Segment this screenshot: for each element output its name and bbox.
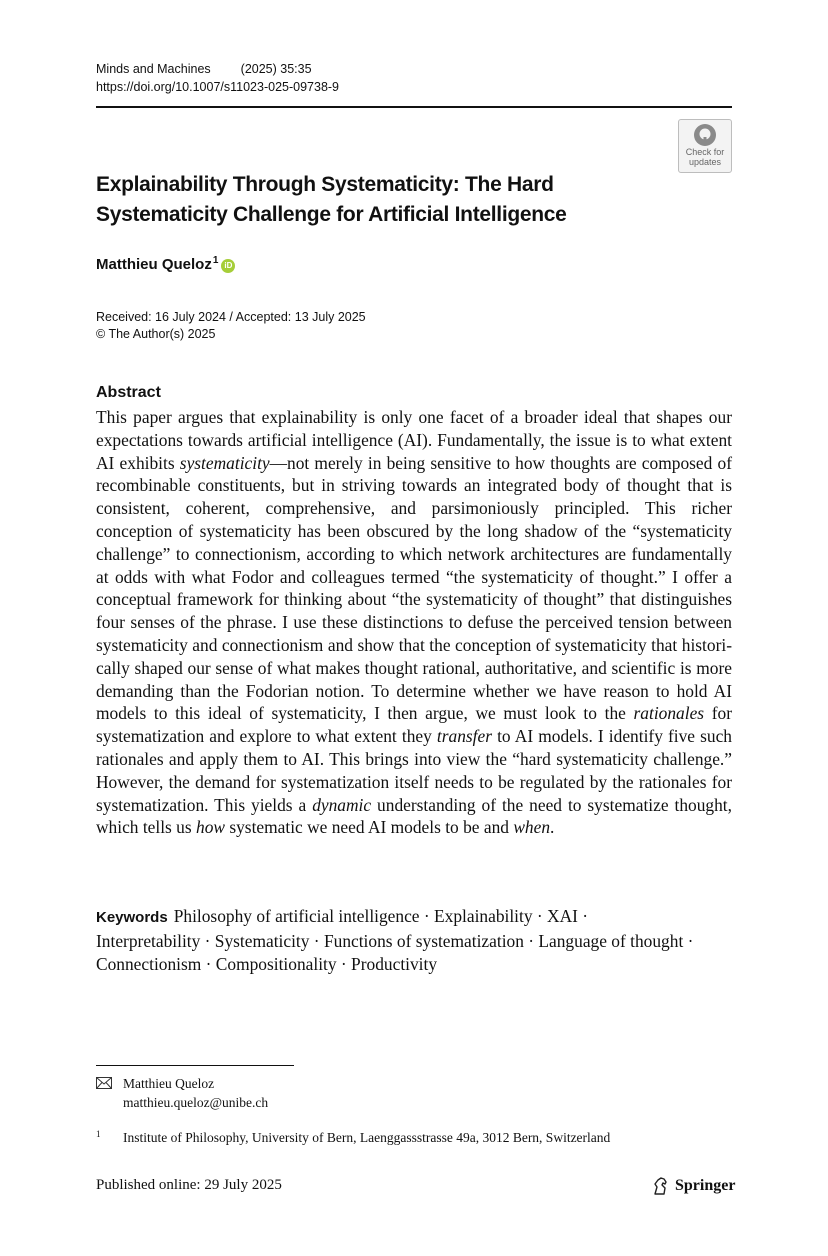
- envelope-icon: [96, 1077, 112, 1089]
- abstract-emphasis: transfer: [436, 726, 492, 747]
- corresponding-author-name: Matthieu Queloz: [123, 1076, 215, 1091]
- running-header: [96, 60, 732, 96]
- abstract-text: .: [550, 817, 555, 838]
- publication-dates: [96, 309, 366, 343]
- abstract-text: to AI models. I identify five such rationales and apply them to AI. This brings into view the “hard systematicity challenge.” However, the demand for systematization itself needs to be regulated by the rationales for systematization. This yields a: [96, 726, 733, 815]
- published-online-date: Published online: 29 July 2025: [96, 1177, 282, 1193]
- paper-title: [96, 170, 656, 230]
- publisher-logo: [652, 1177, 735, 1195]
- abstract-emphasis: systematicity: [179, 452, 270, 473]
- footnote-divider: [96, 1065, 294, 1066]
- corresponding-author-email[interactable]: matthieu.queloz@unibe.ch: [123, 1095, 269, 1110]
- affiliation-text: Institute of Philosophy, University of Bern, Laenggassstrasse 49a, 3012 Bern, Switzerland: [123, 1130, 611, 1145]
- abstract-body: [96, 406, 732, 839]
- abstract-text: systematic we need AI models to be and: [225, 817, 514, 838]
- title-line-2: Systematicity Challenge for Artificial Intelligence: [96, 203, 567, 226]
- abstract-text: This paper argues that explainability is only one facet of a broader ideal that shapes our expectations towards artificial intelligence (AI). Fundamentally, the issue is to what extent AI exhibits: [96, 407, 732, 473]
- title-line-1: Explainability Through Systematicity: The Hard: [96, 173, 554, 196]
- abstract-emphasis: when: [513, 817, 551, 838]
- journal-issue: (2025) 35:35: [240, 62, 312, 76]
- crossmark-label-line1: Check for: [685, 147, 725, 157]
- abstract-text: understanding of the need to systematize thought, which tells us: [96, 794, 732, 838]
- crossmark-label-line2: updates: [688, 157, 722, 167]
- header-divider: [96, 106, 732, 108]
- springer-horse-icon: [652, 1177, 670, 1195]
- corresponding-author: [96, 1074, 268, 1112]
- abstract-emphasis: how: [196, 817, 225, 838]
- affiliation-footnote: [96, 1128, 610, 1147]
- crossmark-icon: [693, 123, 717, 147]
- abstract-heading: Abstract: [96, 384, 161, 401]
- keywords-section: [96, 905, 696, 975]
- author-name: Matthieu Queloz: [96, 256, 212, 273]
- orcid-icon[interactable]: iD: [221, 259, 235, 273]
- abstract-emphasis: dynamic: [312, 794, 372, 815]
- abstract-text: —not merely in being sensitive to how thoughts are composed of recombinable constituents, but in striving towards an integrated body of thought that is consistent, coherent, comprehensive, and parsimoniously principled. This richer conception of systematicity has been obscured by the long shadow of the “systematicity challenge” to connectionism, according to which network architectures are fundamentally at odds with what Fodor and colleagues termed “the systematicity of thought.” I offer a conceptual framework for thinking about “the systematicity of thought” that distinguishes four senses of the phrase. I use these distinctions to defuse the perceived tension between systematicity and connectionism and show that the conception of systematicity that historically shaped our sense of what makes thought rational, authoritative, and scientific is more demanding than the Fodorian notion. To determine whether we have reason to hold AI models to this ideal of systematicity, I then argue, we must look to the: [96, 452, 732, 724]
- check-for-updates-badge[interactable]: [678, 119, 732, 173]
- keywords-list: Philosophy of artificial intelligence · Explainability · XAI · Interpretability · Systematicity · Functions of systematization · Language of thought · Connectionism · Compositionality · Productivity: [96, 906, 694, 974]
- abstract-emphasis: rationales: [633, 703, 705, 724]
- copyright-notice: © The Author(s) 2025: [96, 327, 216, 341]
- author-line: [96, 256, 235, 273]
- publisher-name: Springer: [675, 1177, 736, 1194]
- abstract-text: for systematization and explore to what extent they: [96, 703, 732, 747]
- keywords-label: Keywords: [96, 909, 168, 926]
- received-accepted-dates: Received: 16 July 2024 / Accepted: 13 July 2025: [96, 310, 366, 324]
- journal-name: Minds and Machines: [96, 62, 211, 76]
- affiliation-marker: 1: [96, 1129, 101, 1139]
- doi-link[interactable]: https://doi.org/10.1007/s11023-025-09738-9: [96, 80, 340, 94]
- author-affiliation-marker: 1: [212, 255, 219, 266]
